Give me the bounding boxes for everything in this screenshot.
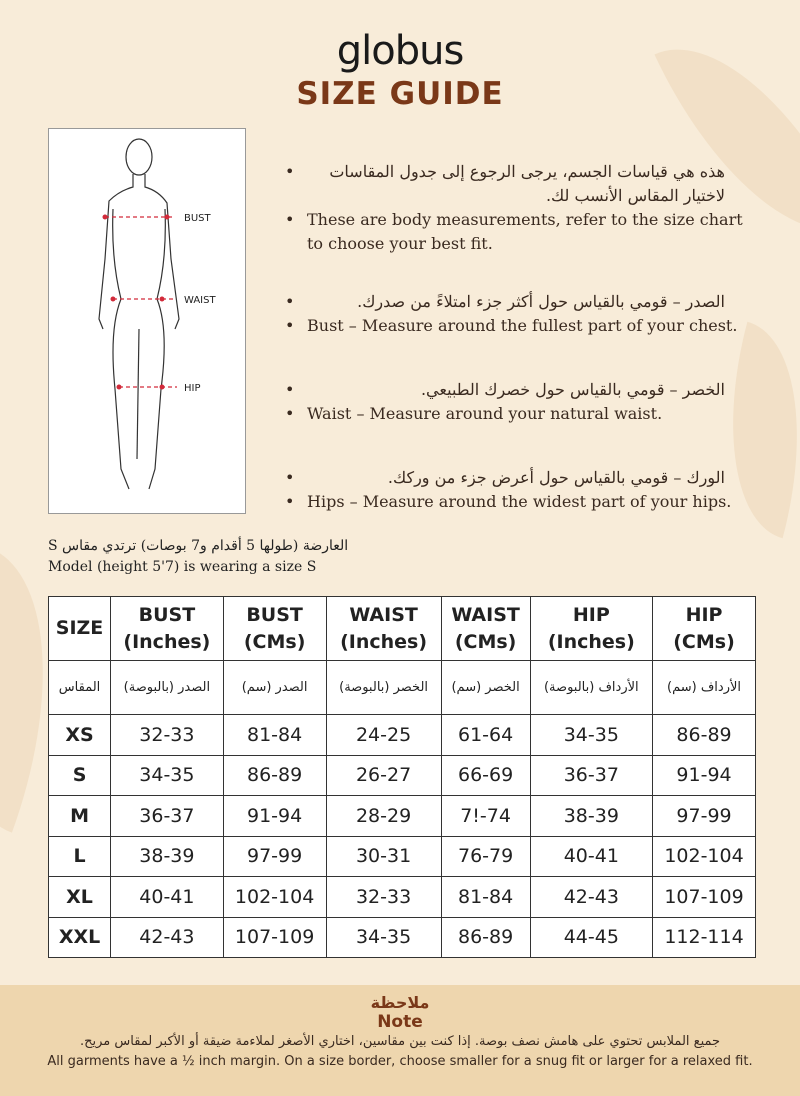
page-title: SIZE GUIDE bbox=[296, 76, 504, 112]
column-header-measure: WAIST bbox=[349, 603, 418, 626]
instruction-group: • هذه هي قياسات الجسم، يرجى الرجوع إلى جدول المقاسات لاختيار المقاس الأنسب لك. • These are body measurements, refer to the size chart to choose your best fit. bbox=[285, 160, 745, 256]
measurement-cell: 81-84 bbox=[441, 877, 530, 918]
column-header bbox=[111, 597, 224, 661]
column-header-ar: الصدر (بالبوصة) bbox=[111, 661, 224, 715]
column-header-unit: (Inches) bbox=[340, 630, 428, 653]
hip-label: HIP bbox=[184, 383, 201, 394]
column-header-ar: الأرداف (بالبوصة) bbox=[530, 661, 652, 715]
table-row bbox=[49, 755, 756, 796]
measurement-cell: 81-84 bbox=[223, 715, 326, 756]
column-header bbox=[49, 597, 111, 661]
column-header-measure: WAIST bbox=[451, 603, 520, 626]
model-info-en: Model (height 5'7) is wearing a size S bbox=[48, 559, 317, 575]
size-cell: S bbox=[49, 755, 111, 796]
measurement-cell: 107-109 bbox=[653, 877, 756, 918]
measurement-cell: 102-104 bbox=[653, 836, 756, 877]
column-header bbox=[223, 597, 326, 661]
bust-label: BUST bbox=[184, 213, 211, 224]
instruction-group: • الخصر – قومي بالقياس حول خصرك الطبيعي. • Waist – Measure around your natural waist. bbox=[285, 378, 745, 426]
measurement-cell: 36-37 bbox=[111, 796, 224, 837]
measurement-cell: 97-99 bbox=[223, 836, 326, 877]
instruction-group: • الورك – قومي بالقياس حول أعرض جزء من وركك. • Hips – Measure around the widest part of your hips. bbox=[285, 466, 745, 514]
brand-logo: globus bbox=[336, 28, 464, 74]
measurement-cell: 38-39 bbox=[111, 836, 224, 877]
column-header-ar: الخصر (سم) bbox=[441, 661, 530, 715]
measurement-cell: 86-89 bbox=[653, 715, 756, 756]
measurement-cell: 42-43 bbox=[111, 917, 224, 958]
size-cell: XS bbox=[49, 715, 111, 756]
body-figure bbox=[48, 128, 246, 514]
measurement-cell: 102-104 bbox=[223, 877, 326, 918]
column-header bbox=[653, 597, 756, 661]
measurement-cell: 40-41 bbox=[530, 836, 652, 877]
measurement-cell: 107-109 bbox=[223, 917, 326, 958]
column-header-measure: BUST bbox=[246, 603, 303, 626]
instruction-en: These are body measurements, refer to the size chart to choose your best fit. bbox=[307, 210, 743, 253]
measurement-cell: 42-43 bbox=[530, 877, 652, 918]
measurement-cell: 32-33 bbox=[111, 715, 224, 756]
measurement-cell: 7!-74 bbox=[441, 796, 530, 837]
column-header-ar: الصدر (سم) bbox=[223, 661, 326, 715]
size-cell: XL bbox=[49, 877, 111, 918]
note-title-ar: ملاحظة bbox=[370, 993, 430, 1012]
column-header bbox=[441, 597, 530, 661]
column-header-measure: BUST bbox=[138, 603, 196, 626]
table-row bbox=[49, 877, 756, 918]
measurement-cell: 26-27 bbox=[326, 755, 441, 796]
size-table bbox=[48, 596, 756, 958]
measurement-cell: 86-89 bbox=[223, 755, 326, 796]
note-title-en: Note bbox=[377, 1012, 423, 1032]
column-header-ar: المقاس bbox=[49, 661, 111, 715]
waist-label: WAIST bbox=[184, 295, 216, 306]
column-header-unit: (CMs) bbox=[454, 630, 517, 653]
measurement-instructions bbox=[285, 160, 745, 540]
measurement-cell: 38-39 bbox=[530, 796, 652, 837]
column-header-measure: SIZE bbox=[55, 617, 104, 639]
measurement-cell: 61-64 bbox=[441, 715, 530, 756]
measurement-cell: 66-69 bbox=[441, 755, 530, 796]
measurement-cell: 91-94 bbox=[653, 755, 756, 796]
measurement-cell: 32-33 bbox=[326, 877, 441, 918]
table-row bbox=[49, 796, 756, 837]
column-header-unit: (Inches) bbox=[547, 630, 635, 653]
measurement-cell: 97-99 bbox=[653, 796, 756, 837]
measurement-cell: 30-31 bbox=[326, 836, 441, 877]
measurement-cell: 40-41 bbox=[111, 877, 224, 918]
instruction-en: Hips – Measure around the widest part of your hips. bbox=[307, 492, 732, 511]
body-outline-icon bbox=[49, 129, 247, 515]
note-section bbox=[0, 985, 800, 1096]
instruction-en: Bust – Measure around the fullest part of your chest. bbox=[307, 316, 738, 335]
column-header-measure: HIP bbox=[572, 603, 610, 626]
column-header bbox=[326, 597, 441, 661]
table-row bbox=[49, 715, 756, 756]
measurement-cell: 44-45 bbox=[530, 917, 652, 958]
column-header bbox=[530, 597, 652, 661]
table-row bbox=[49, 836, 756, 877]
note-text-en: All garments have a ½ inch margin. On a size border, choose smaller for a snug fit or larger for a relaxed fit. bbox=[47, 1054, 753, 1069]
size-cell: M bbox=[49, 796, 111, 837]
instruction-ar: الورك – قومي بالقياس حول أعرض جزء من وركك. bbox=[387, 468, 725, 487]
measurement-cell: 112-114 bbox=[653, 917, 756, 958]
measurement-cell: 24-25 bbox=[326, 715, 441, 756]
measurement-cell: 28-29 bbox=[326, 796, 441, 837]
table-row bbox=[49, 917, 756, 958]
instruction-group: • الصدر – قومي بالقياس حول أكثر جزء امتلاءً من صدرك. • Bust – Measure around the fullest part of your chest. bbox=[285, 290, 745, 338]
instruction-ar: الخصر – قومي بالقياس حول خصرك الطبيعي. bbox=[420, 380, 725, 399]
size-cell: XXL bbox=[49, 917, 111, 958]
measurement-cell: 76-79 bbox=[441, 836, 530, 877]
model-info-ar: العارضة (طولها 5 أقدام و7 بوصات) ترتدي مقاس S bbox=[48, 538, 349, 554]
column-header-unit: (Inches) bbox=[123, 630, 211, 653]
instruction-ar: الصدر – قومي بالقياس حول أكثر جزء امتلاءً من صدرك. bbox=[357, 292, 725, 311]
column-header-unit: (CMs) bbox=[673, 630, 735, 653]
size-cell: L bbox=[49, 836, 111, 877]
measurement-cell: 34-35 bbox=[530, 715, 652, 756]
measurement-cell: 34-35 bbox=[111, 755, 224, 796]
measurement-cell: 36-37 bbox=[530, 755, 652, 796]
note-text-ar: جميع الملابس تحتوي على هامش نصف بوصة. إذا كنت بين مقاسين، اختاري الأصغر لملاءمة ضيقة أو الأكبر لمقاس مريح. bbox=[79, 1034, 721, 1049]
column-header-ar: الأرداف (سم) bbox=[653, 661, 756, 715]
measurement-cell: 86-89 bbox=[441, 917, 530, 958]
column-header-ar: الخصر (بالبوصة) bbox=[326, 661, 441, 715]
column-header-unit: (CMs) bbox=[243, 630, 306, 653]
model-info bbox=[48, 536, 348, 578]
instruction-ar: هذه هي قياسات الجسم، يرجى الرجوع إلى جدول المقاسات لاختيار المقاس الأنسب لك. bbox=[329, 162, 725, 205]
column-header-measure: HIP bbox=[685, 603, 723, 626]
measurement-cell: 34-35 bbox=[326, 917, 441, 958]
measurement-cell: 91-94 bbox=[223, 796, 326, 837]
instruction-en: Waist – Measure around your natural waist. bbox=[307, 404, 663, 423]
